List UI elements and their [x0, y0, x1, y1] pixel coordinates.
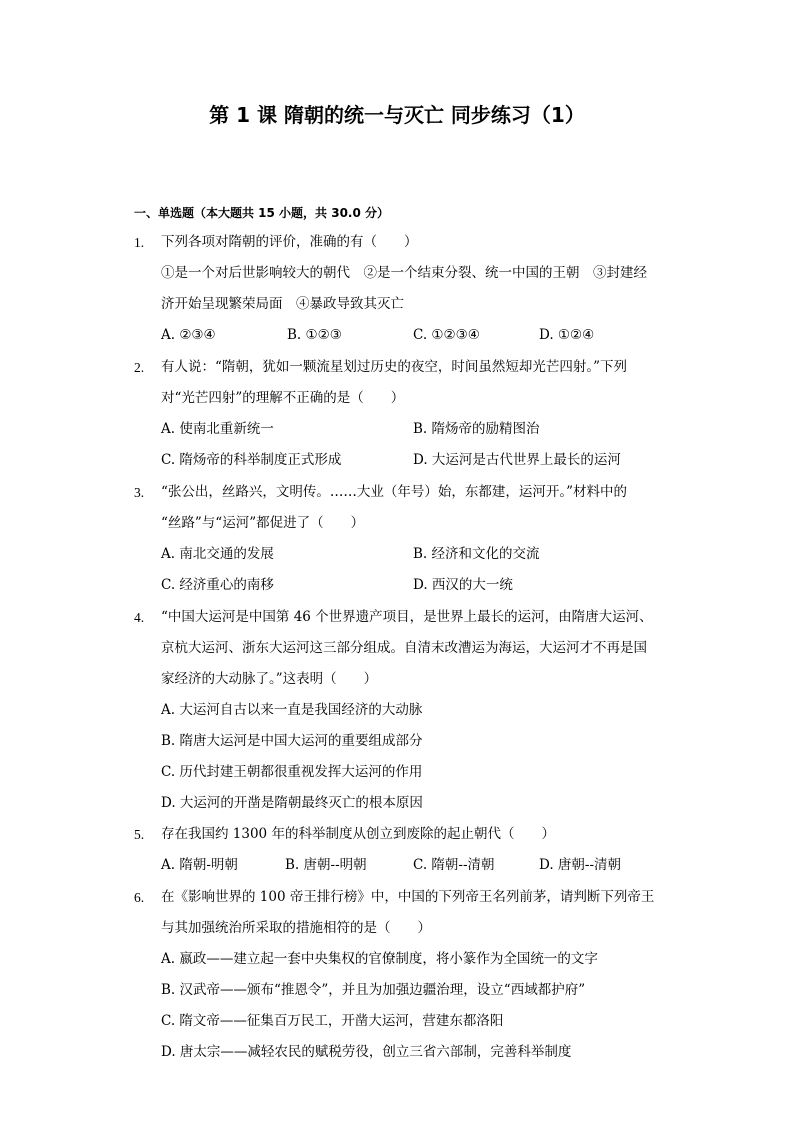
- question-number: 4.: [134, 610, 145, 625]
- option-a: A. 大运河自古以来一直是我国经济的大动脉: [161, 702, 423, 718]
- question-text: “丝路”与“运河”都促进了（ ）: [161, 515, 365, 531]
- question-text: 在《影响世界的 100 帝王排行榜》中，中国的下列帝王名列前茅，请判断下列帝王: [161, 889, 655, 905]
- question-text: “中国大运河是中国第 46 个世界遗产项目，是世界上最长的运河，由隋唐大运河、: [161, 609, 653, 625]
- question-6: [134, 882, 674, 1068]
- option-a: A. ②③④: [161, 327, 216, 343]
- option-d: D. 西汉的大一统: [413, 577, 513, 593]
- question-text: 济开始呈现繁荣局面 ④暴政导致其灭亡: [161, 296, 404, 312]
- option-d: D. 唐太宗——减轻农民的赋税劳役，创立三省六部制，完善科举制度: [161, 1044, 572, 1060]
- question-text: 存在我国约 1300 年的科举制度从创立到废除的起止朝代（ ）: [161, 826, 555, 842]
- option-b: B. 隋唐大运河是中国大运河的重要组成部分: [161, 733, 423, 749]
- question-5: [134, 819, 674, 881]
- option-c: C. 隋文帝——征集百万民工，开凿大运河，营建东都洛阳: [161, 1013, 504, 1029]
- option-c: C. 隋朝--清朝: [413, 857, 495, 873]
- option-b: B. 隋炀帝的励精图治: [413, 421, 540, 437]
- question-text: 有人说：“隋朝，犹如一颗流星划过历史的夜空，时间虽然短却光芒四射。”下列: [161, 359, 628, 375]
- question-text: 对“光芒四射”的理解不正确的是（ ）: [161, 390, 405, 406]
- question-text: “张公出，丝路兴，文明传。……大业（年号）始，东都建，运河开。”材料中的: [161, 484, 628, 500]
- option-c: C. 隋炀帝的科举制度正式形成: [161, 452, 342, 468]
- option-a: A. 南北交通的发展: [161, 546, 274, 562]
- question-text: 下列各项对隋朝的评价，准确的有（ ）: [161, 234, 418, 250]
- question-number: 2.: [134, 360, 145, 375]
- question-text: ①是一个对后世影响较大的朝代 ②是一个结束分裂、统一中国的王朝 ③封建经: [161, 265, 647, 281]
- option-b: B. ①②③: [287, 327, 342, 343]
- option-d: D. 大运河的开凿是隋朝最终灭亡的根本原因: [161, 795, 423, 811]
- question-number: 3.: [134, 485, 145, 500]
- option-b: B. 经济和文化的交流: [413, 546, 540, 562]
- question-number: 6.: [134, 890, 145, 905]
- question-text: 与其加强统治所采取的措施相符的是（ ）: [161, 920, 431, 936]
- question-3: [134, 477, 674, 601]
- question-1: [134, 227, 674, 351]
- question-text: 家经济的大动脉了。”这表明（ ）: [161, 671, 378, 687]
- option-d: D. 唐朝--清朝: [539, 857, 622, 873]
- option-c: C. ①②③④: [413, 327, 480, 343]
- option-c: C. 历代封建王朝都很重视发挥大运河的作用: [161, 764, 423, 780]
- page-title: 第 1 课 隋朝的统一与灭亡 同步练习（1）: [209, 103, 585, 127]
- section-heading: 一、单选题（本大题共 15 小题，共 30.0 分）: [134, 206, 390, 220]
- option-d: D. ①②④: [539, 327, 595, 343]
- question-text: 京杭大运河、浙东大运河这三部分组成。自清末改漕运为海运，大运河才不再是国: [161, 640, 647, 656]
- option-b: B. 汉武帝——颁布“推恩令”，并且为加强边疆治理，设立“西域都护府”: [161, 982, 586, 998]
- option-a: A. 隋朝-明朝: [161, 857, 238, 873]
- option-c: C. 经济重心的南移: [161, 577, 274, 593]
- question-2: [134, 352, 674, 476]
- option-b: B. 唐朝--明朝: [285, 857, 367, 873]
- question-number: 1.: [134, 235, 145, 250]
- option-a: A. 使南北重新统一: [161, 421, 274, 437]
- question-4: [134, 602, 674, 819]
- option-d: D. 大运河是古代世界上最长的运河: [413, 452, 621, 468]
- option-a: A. 嬴政——建立起一套中央集权的官僚制度，将小篆作为全国统一的文字: [161, 951, 598, 967]
- question-number: 5.: [134, 827, 145, 842]
